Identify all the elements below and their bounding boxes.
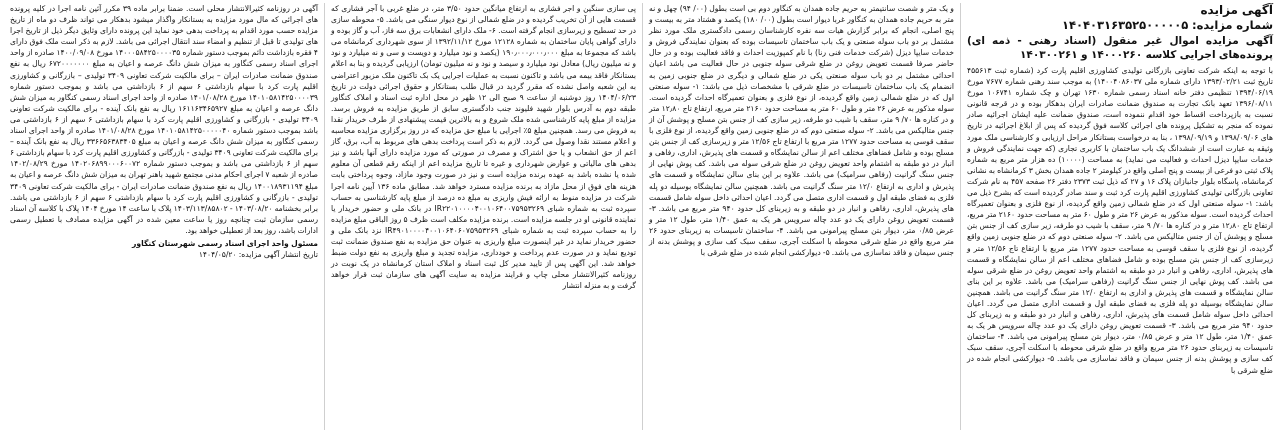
ad-heading: آگهی مزایده [1200, 3, 1273, 17]
signature-line: مسئول واحد اجرای اسناد رسمی شهرستان کنگاور [132, 238, 318, 248]
column-4 [4, 3, 325, 430]
column-1 [961, 3, 1279, 430]
body-text-column-4: آگهی در روزنامه کثیرالانتشار محلی است. ضمنا برابر ماده ۳۹ مکرر آئین نامه اجرا در کلیه پرونده های اجرائی که مال مورد مزایده به بستانکار واگذار میشود بدهکار می تواند ظرف دو ماه از تاریخ مزایده حسب مورد اقدام به پرداخت بدهی خود نماید این پرونده دارای وثایق دیگر ذیل از تاریخ اجرا های تولیدی تا قبل از تنظیم و امضاء سند انتقال اجرائی می باشد. لازم به ذکر است ملک فوق دارای ۴ فقره بازداشت دائم بموجب دستور شماره ۱۴۰۰۰۵۸۴۲۵۰۰۰۰۳۵ مورخ ۱۴۰۰/۰۹/۰۸ صادره از واحد اجرای اسناد رسمی کنگاور به میزان شش دانگ عرصه و اعیان به مبلغ ۶۷۲۰۰۰۰۰۰۰ ریال به نفع صندوق ضمانت صادرات ایران – برای مالکیت شرکت تعاونی ۳۴۰۹ تولیدی – بازرگانی و کشاورزی اقلیم پارت کرد با سهام بازداشتی ۶ سهم از ۶ بازداشتی می باشد و بموجب دستور شماره ۱۴۰۱۰۵۸۱۴۲۵۰۰۰۰۳۹ مورخ ۱۴۰۱/۰۸/۲۸ صادره از واحد اجرای اسناد رسمی کنگاور به میزان شش دانگ عرصه و اعیان به مبلغ ۱۶۱۱۶۳۴۶۵۹۲۷ ریال به نفع بانک آینده - برای مالکیت شرکت تعاونی ۳۴۰۹ تولیدی - بازرگانی و کشاورزی اقلیم پارت کرد با سهام بازداشتی ۶ سهم از ۶ بازداشتی می باشد بموجب دستور شماره ۱۴۰۱۰۵۸۱۴۲۵۰۰۰۰۰۴۰ مورخ ۱۴۰۱/۰۸/۲۸ صادره از واحد اجرای اسناد رسمی کنگاور به میزان شش دانگ عرصه و اعیان به مبلغ ۳۳۶۶۵۶۳۸۳۴۰۵ ریال به نفع بانک آینده – برای مالکیت شرکت تعاونی ۳۴۰۹ تولیدی - بازرگانی و کشاورزی اقلیم پارت کرد با سهام بازداشتی ۶ سهم از ۶ بازداشتی می باشد و بموجب دستور شماره ۱۴۰۲۰۶۸۹۹۰۰۰۶۰۰۷۲ مورخ ۱۴۰۲/۰۸/۲۹ صادره از شعبه ۷ اجرای احکام مدنی مجتمع شهید باهنر تهران به میزان شش دانگ عرصه و اعیان به مبلغ ۱۴۰۰۱۸۹۳۱۱۹۴ ریال به نفع صندوق ضمانت صادرات ایران - برای مالکیت شرکت تعاونی ۳۴۰۹ تولیدی - بازرگانی و کشاورزی اقلیم پارت کرد با سهام بازداشتی ۶ سهم از ۶ بازداشتی می باشد. برابر بخشنامه ۱۴۰۳/۰۸/۲۰ - ۱۴۰۳/۱۱۳/۸۵۸۰۲ پلاک با ساعت ۱۴ مورخ ۱۴۰۴ پلاک با کلاسه آن اسناد رسمی سازمان ثبت چنانچه روز یا ساعت معین شده در آگهی مزایده مصادف با تعطیل رسمی ادارات باشد، روز بعد از تعطیلی خواهد بود. [10, 4, 319, 235]
column-2 [643, 3, 961, 430]
publish-date: تاریخ انتشار آگهی مزایده: ۱۴۰۴/۰۵/۲۰ [198, 250, 318, 260]
body-text-column-1: با توجه به اینکه شرکت تعاونی بازرگانی تولیدی کشاورزی اقلیم پارت کرد (شماره ثبت ۴۵۵۶۱۳ تاریخ ثبت ۱۳۹۳/۰۲/۲۱ دارای شماره ملی ۱۴۰۰۴۰۸۶۰۳۷) به موجب سند رهنی شماره ۷۶۷۷ مورخ ۱۳۹۴/۰۶/۱۹ تنظیمی دفتر خانه اسناد رسمی شماره ۱۶۳۰ تهران و چک شماره ۱۰۶۷۴۱ مورخ ۱۳۹۶/۰۸/۱۱ تعهد بانک تجارت به صندوق ضمانت صادرات ایران بدهکار بوده و در قرجه قانونی نسبت به بازپرداخت اقساط خود اقدام ننموده است، صندوق ضمانت علیه ایشان اجرائیه صادر نموده که منجر به تشکیل پرونده های اجرائی کلاسه فوق گردیده که پس از ابلاغ اجرائیه در تاریخ های ۱۳۹۸/۰۹/۰۶ و ۱۳۹۸/۰۹/۱۹ ، بنا به درخواست بستانکار مراحل ارزیابی و کارشناسی ملک مورد وثیقه به عبارت است از ششدانگ یک باب ساختمان با کاربری تجاری (که جهت نمایندگی فروش و خدمات سایپا دیزل احداث و فعالیت می نماید) به مساحت (۱۰۰۰۰) ده هزار متر مربع به شماره پلاک ثبتی دو فرعی از بیست و پنج اصلی واقع در کیلومتر ۲ جاده همدان بخش ۳ کرمانشاه به نشانی کرمانشاه، پاسگاه بلوار جانبازان پلاک ۱۶ و ۲۷ که ذیل ثبت ۲۳۷۳ دفتر ۲۶ صفحه ۴۵۷ به نام شرکت تعاونی بازرگانی تولیدی کشاورزی اقلیم پارت کرد ثبت و سند صادر گردیده است که بشرح ذیل می باشد: ۱- سوله صنعتی اول که در ضلع شمالی زمین واقع گردیده، از نوع فلزی و بعنوان تعمیرگاه احداث گردیده است. سوله مذکور به عرض ۲۶ متر و طول ۶۰ متر به مساحت حدود ۲۱۶۰ متر مربع، ارتفاع تاج ۱۲٫۸۰ متر و در کناره ها ۷۰/ ۹ متر، سقف با شیب دو طرفه، زیر سازی کف از جنس بتن مسلح و پوشش آن از جنس متالیکس می باشد. ۲- سوله صنعتی دوم که در ضلع جنوبی زمین واقع گردیده، از نوع فلزی با سقف قوسی به مساحت حدود ۱۲۷۷ متر مربع با ارتفاع تاج ۱۲/۵۶ متر و زیرسازی کف از جنس بتن مسلح بوده و شامل فضاهای مختلف اعم از سالن نمایشگاه و قسمت های پذیرش، اداری، رفاهی و انبار در دو طبقه به اشتمام واحد تعویض روغن در ضلع شرقی سوله می باشد. کف پوش نهایی از جنس سنگ گرانیت (رفاهی سرامیک) می باشد. علاوه بر این بنای سالن نمایشگاه و قسمت های پذیرش و اداری به ارتفاع ۱۲/۰ متر سنگ گرانیت می باشد. همچنین سالن نمایشگاه بوسیله دو پله فلزی به فضای طبقه اول و قسمت اداری متصل می گردد. اعیان احداثی داخل سوله شامل قسمت های پذیرش، اداری، رفاهی و انبار در دو طبقه و به زیربنای کل حدود ۹۴۰ متر مربع می باشد. ۳- قسمت تعویض روغن دارای یک دو عدد چاله سرویس هر یک به عمق ۱/۴۰ متر، طول ۱۲ متر و عرض ۰/۸۵ متر، دیوار بتن مسلح پیرامونی می باشد. ۴- ساختمان تاسیسات به زیربنای حدود ۲۶ متر مربع واقع در ضلع شرقی محوطه با اسکلت آجری، سقف سبک کف سازی و پوشش بدنه از جنس سیمان و فاقد نماسازی می باشد. ۵- دیوارکشی انجام شده در ضلع شرقی با [967, 66, 1274, 375]
body-text-column-2: و یک متر و شصت سانتیمتر به حریم جاده همدان به کنگاور دوم بی است بطول (۰۰/ ۹۴) چهل و نه متر به حریم جاده همدان به کنگاور غربا دیوار است بطول (۰۰/ ۱۸۰) یکصد و هشتاد متر به بیست و پنج اصلی، انجام که برابر گزارش هیات سه نفره کارشناسان رسمی دادگستری ملک مورد نظر مشتمل بر دو باب سوله صنعتی و یک باب ساختمان تاسیسات بوده که بعنوان نمایندگی فروش و خدمات سایپا دیزل (شرکت خدمات فنی رنا) با نام کمپوزیت احداث و فاقد فعالیت بوده و در حال حاضر صرفا قسمت تعویض روغن در ضلع شرقی سوله جنوبی در حال فعالیت می باشد اعیان احداثی مشتمل بر دو باب سوله صنعتی یکی در ضلع شمالی و دیگری در ضلع جنوبی زمین به انضمام یک باب ساختمان تاسیسات در ضلع شرقی با مشخصات ذیل می باشد: ۱- سوله صنعتی اول که در ضلع شمالی زمین واقع گردیده، از نوع فلزی و بعنوان تعمیرگاه احداث گردیده است. سوله مذکور به عرض ۲۶ متر و طول ۶۰ متر به مساحت حدود ۲۱۶۰ متر مربع، ارتفاع تاج ۱۲٫۸۰ متر و در کناره ها ۷۰/ ۹ متر، سقف با شیب دو طرفه، زیر سازی کف از جنس بتن مسلح و پوشش آن از جنس متالیکس می باشد. ۲- سوله صنعتی دوم که در ضلع جنوبی زمین واقع گردیده، از نوع فلزی با سقف قوسی به مساحت حدود ۱۲۷۷ متر مربع با ارتفاع تاج ۱۲/۵۶ متر و زیرسازی کف از جنس بتن مسلح بوده و شامل فضاهای مختلف اعم از سالن نمایشگاه و قسمت های پذیرش، اداری، رفاهی و انبار در دو طبقه به اشتمام واحد تعویض روغن در ضلع شرقی سوله می باشد. کف پوش نهایی از جنس سنگ گرانیت (رفاهی سرامیک) می باشد. علاوه بر این بنای سالن نمایشگاه و قسمت های پذیرش و اداری به ارتفاع ۱۲/۰ متر سنگ گرانیت می باشد. همچنین سالن نمایشگاه بوسیله دو پله فلزی به فضای طبقه اول و قسمت اداری متصل می گردد. اعیان احداثی داخل سوله شامل قسمت های پذیرش، اداری، رفاهی و انبار در دو طبقه و به زیربنای کل حدود ۹۴۰ متر مربع می باشد. ۳- قسمت تعویض روغن دارای یک دو عدد چاله سرویس هر یک به عمق ۱/۴۰ متر، طول ۱۲ متر و عرض ۰/۸۵ متر، دیوار بتن مسلح پیرامونی می باشد. ۴- ساختمان تاسیسات به زیربنای حدود ۲۶ متر مربع واقع در ضلع شرقی محوطه با اسکلت آجری، سقف سبک کف سازی و پوشش بدنه از جنس سیمان و فاقد نماسازی می باشد. ۵- دیوارکشی انجام شده در ضلع شرقی با [649, 4, 954, 258]
auction-number: شماره مزایده: ۱۴۰۴۰۳۱۶۳۵۲۵۰۰۰۰۰۵ [1061, 18, 1273, 32]
column-3 [325, 3, 643, 430]
ad-title: آگهی مزایده اموال غیر منقول (اسناد رهنی - ذمه ای) پرونده‌های اجرایی کلاسه ۱۴۰۰۰۲۶۰ و ۱۴۰۳۰۰۲۶۱ [967, 35, 1273, 61]
body-text-column-3: پی سازی سنگین و اجر فشاری به ارتفاع میانگین حدود ۳/۵۰ متر، در ضلع غربی با آجر فشاری که قسمت هایی از آن تخریب گردیده و در ضلع شمالی از نوع دیوار سنگی می باشد. ۵- محوطه سازی در حد تسطیح و زیرسازی انجام گرفته است. ۶- ملک دارای انشعابات برق سه فاز، آب و گاز بوده و دارای گواهی پایان ساختمان به شماره ۱۲۱۲۸ مورخ ۱۳۹۲/۱۱/۱۲ از سوی شهرداری کرمانشاه می باشد که مجموعا به مبلغ ۱۹۰٫۰۰۰٫۰۰۰٫۰۰۰ (یکصد و نود میلیارد و دویست و سی و نه میلیارد و نود و نه میلیون ریال) معادل نود میلیارد و سیصد و نود و نه میلیون تومان) ارزیابی گردیده و بنا به اعلام بستانکار فاقد بیمه می باشد و تاکنون نسبت به عملیات اجرایی یک بک تاکنون ملک مزبور اعتراضی به این شعبه واصل نشده که مقرر گردید در قبال طلب بستانکار و حقوق اجرائی دولت در تاریخ ۱۴۰۴/۰۶/۲۳ روز دوشنبه از ساعت ۹ صبح الی ۱۲ ظهر در محل اداره ثبت اسناد و املاک کنگاور طبقه دوم به آدرس بلوار شهید فلیوند جنب دادگستری سابق از طریق مزایده به فروش برسد. مزایده از مبلغ پایه کارشناسی شده ملک شروع و به بالاترین قیمت پیشنهادی از طرف خریدار نقدا به فروش می رسد. همچنین مبلغ ۵٪ اجرایی با مبلغ حق مزایده که در روز برگزاری مزایده محاسبه و اعلام مستند نقدا وصول می گردد. لازم به ذکر است پرداخت بدهی های مربوط به آب، برق، گاز اعم از حق انشعاب و یا حق اشتراک و مصرف در صورتی که مورد مزایده دارای آنها باشد و نیز بدهی های مالیاتی و عوارض شهرداری و غیره تا تاریخ مزایده اعم از اینکه رقم قطعی آن معلوم شده یا نشده باشد به عهده برنده مزایده است و نیز در صورت وجود مازاد، وجوه پرداختی بابت هزینه های فوق از محل مازاد به برنده مزایده مسترد خواهد شد. مطابق ماده ۱۳۶ آیین نامه اجرا شرکت در مزایده منوط به ارائه فیش واریزی به مبلغ ده درصد از مبلغ پایه کارشناسی به حساب سپرده ثبت به شماره شبای IR۲۲۰۱۰۰۰۰۴۰۰۱۰۶۴۰۰۷۵۹۵۳۲۶۹ در بانک ملی و حضور خریدار یا نماینده قانونی او در جلسه مزایده است. برنده مزایده مکلف است ظرف ۵ روز الباقی مبلغ مزایده را به حساب سپرده ثبت به شماره شبای IR۴۹۰۱۰۰۰۰۴۰۰۱۰۶۴۰۶۰۷۵۹۵۳۲۶۹ نزد بانک ملی و حضور خریدار نماید در غیر اینصورت مبلغ واریزی به عنوان حق مزایده به نفع صندوق ضمانت ثبت تودیع نماید و در صورت عدم پرداخت و خودداری، مزایده تجدید و مبلغ واریزی به نفع دولت ضبط خواهد شد. این آگهی پس از تایید مدیر کل ثبت اسناد و املاک استان کرمانشاه در یک نوبت در روزنامه کثیرالانتشار محلی چاپ و فرایند مزایده به سایت آگهی های سازمان ثبت قرار خواهد گرفت و به منزله انتشار [331, 4, 637, 291]
